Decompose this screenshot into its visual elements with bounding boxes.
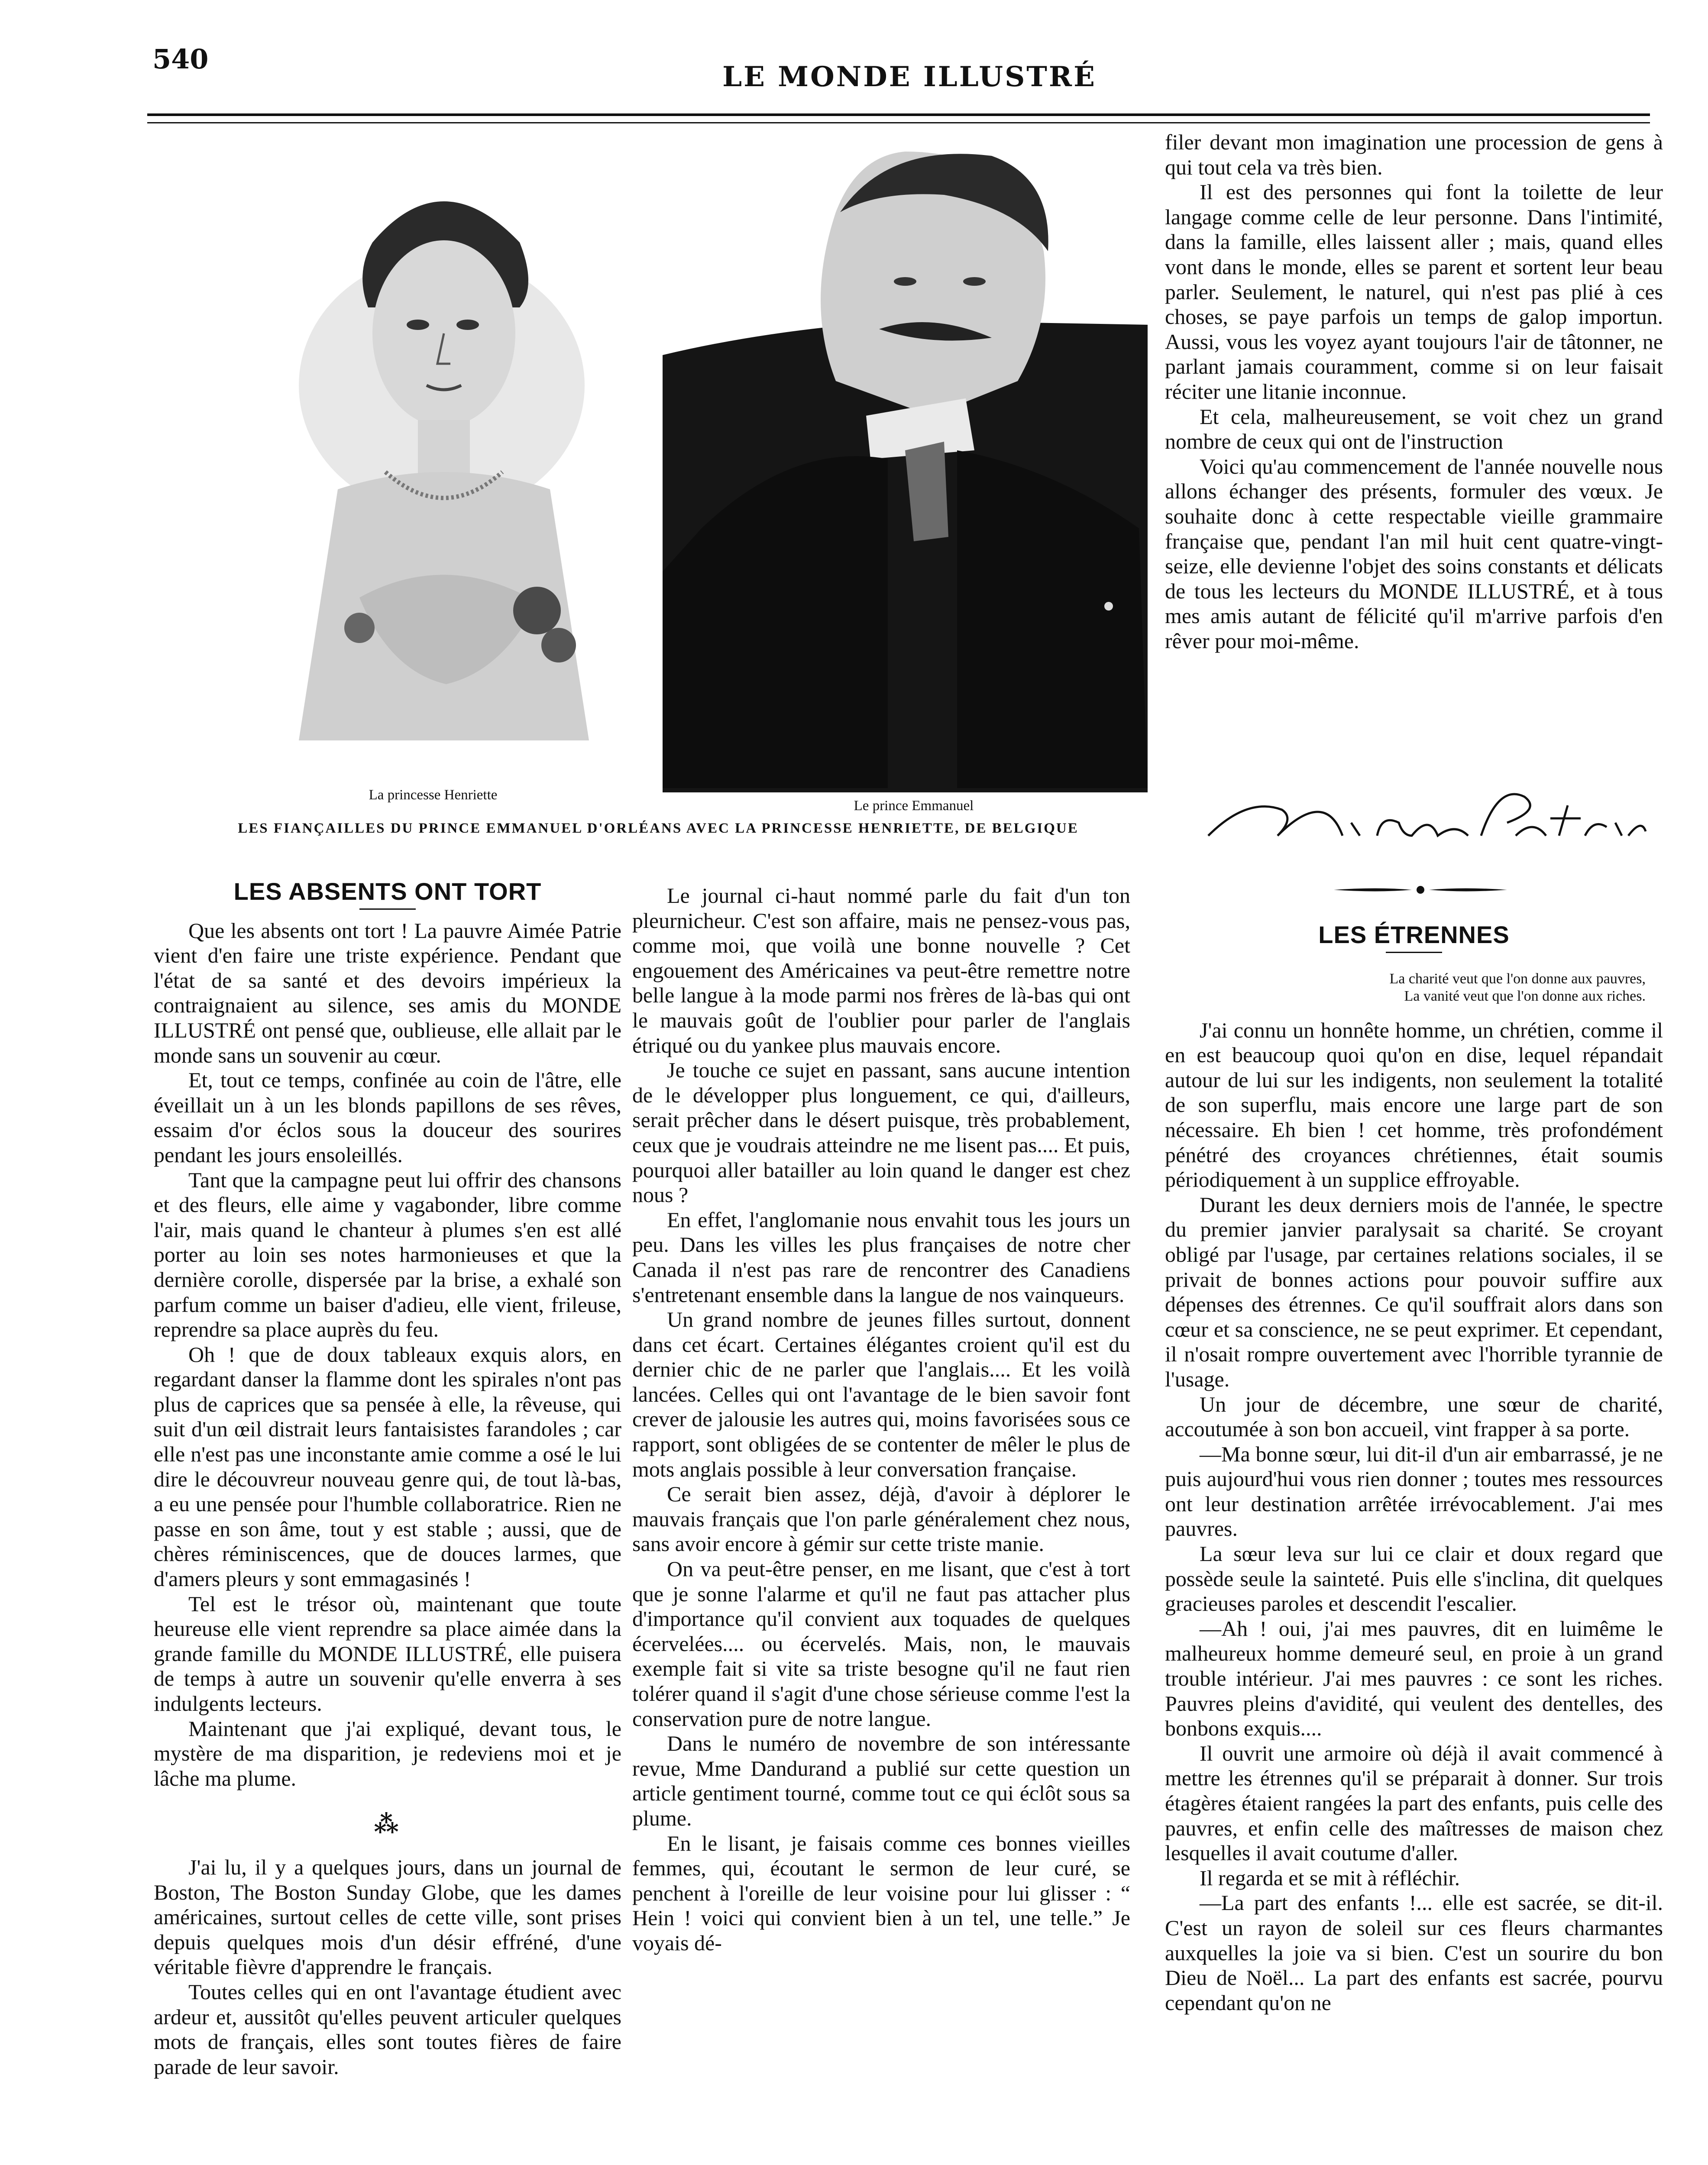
paragraph: En effet, l'anglomanie nous envahit tous les jours un peu. Dans les villes les plus françaises de notre cher Canada il n'est pas rare de rencontrer des Canadiens s'entretenant ensemble dans la langue de nos vainqueurs.: [632, 1207, 1130, 1307]
paragraph: En le lisant, je faisais comme ces bonnes vieilles femmes, qui, écoutant le sermon de leur curé, se penchent à l'oreille de leur voisine pour lui glisser : “ Hein ! voici qui convient bien à un tel, une telle.” Je voyais dé-: [632, 1831, 1130, 1955]
paragraph: Durant les deux derniers mois de l'année, le spectre du premier janvier paralysait sa charité. Se croyant obligé par l'usage, par certaines relations sociales, il se privait de bonnes actions pour pouvoir suffire aux dépenses des étrennes. Ce qu'il souffrait alors dans son cœur et sa conscience, ne se peut exprimer. Et cependant, il n'osait rompre ouvertement avec l'horrible tyrannie de l'usage.: [1165, 1192, 1663, 1391]
portrait-prince-emmanuel: [663, 139, 1148, 792]
paragraph: Que les absents ont tort ! La pauvre Aimée Patrie vient d'en faire une triste expérience. Pendant que l'état de sa santé et des devoirs impérieux la contraignaient au silence, ses amis du MONDE ILLUSTRÉ ont pensé que, oublieuse, elle allait par le monde sans un souvenir au cœur.: [154, 918, 621, 1067]
paragraph: Le journal ci-haut nommé parle du fait d'un ton pleurnicheur. C'est son affaire, mais ne pensez-vous pas, comme moi, que voilà une bonne nouvelle ? Cet engouement des Américaines va peut-être remettre notre belle langue à la mode parmi nos frères de là-bas qui ont le mauvais goût de l'oublier pour parler de l'anglais étriqué ou du yankee plus mauvais encore.: [632, 883, 1130, 1057]
headline-rule: [359, 908, 416, 910]
paragraph: Maintenant que j'ai expliqué, devant tous, le mystère de ma disparition, je redeviens moi et je lâche ma plume.: [154, 1716, 621, 1790]
portrait-princess-henriette: [260, 143, 650, 779]
asterism: ⁂: [374, 1811, 401, 1839]
paragraph: Et, tout ce temps, confinée au coin de l'âtre, elle éveillait un à un les blonds papillons de ses rêves, essaim d'or éclos sous la douceur des sourires pendant les jours ensoleillés.: [154, 1068, 621, 1167]
epigraph: [1165, 970, 1663, 1005]
paragraph: La sœur leva sur lui ce clair et doux regard que possède seule la sainteté. Puis elle s'inclina, dit quelques gracieuses paroles et descendit l'escalier.: [1165, 1541, 1663, 1616]
epigraph-line: La vanité veut que l'on donne aux riches.: [1404, 988, 1646, 1004]
headline-les-absents: LES ABSENTS ONT TORT: [233, 878, 542, 905]
caption-princess: La princesse Henriette: [369, 787, 498, 803]
headline-les-etrennes: LES ÉTRENNES: [1318, 921, 1510, 948]
column-1: [154, 879, 621, 2079]
column-3: [1165, 922, 1663, 2015]
paragraph: Dans le numéro de novembre de son intéressante revue, Mme Dandurand a publié sur cette question un article gentiment tourné, comme tout ce qui éclôt sous sa plume.: [632, 1731, 1130, 1830]
paragraph: Et cela, malheureusement, se voit chez un grand nombre de ceux qui ont de l'instruction: [1165, 404, 1663, 454]
paragraph: Toutes celles qui en ont l'avantage étudient avec ardeur et, aussitôt qu'elles peuvent articuler quelques mots de français, elles sont toutes fières de faire parade de leur savoir.: [154, 1979, 621, 2079]
paragraph: —La part des enfants !... elle est sacrée, se dit-il. C'est un rayon de soleil sur ces fleurs charmantes auxquelles la joie va si bien. C'est un sourire du bon Dieu de Noël... La part des enfants est sacrée, pourvu cependant qu'on ne: [1165, 1890, 1663, 2015]
paragraph: Je touche ce sujet en passant, sans aucune intention de le développer plus longuement, ce qui, d'ailleurs, serait prêcher dans le désert puisque, très probablement, ceux que je voudrais atteindre ne me lisent pas.... Et puis, pourquoi aller batailler au loin quand le danger est chez nous ?: [632, 1058, 1130, 1207]
paragraph: On va peut-être penser, en me lisant, que c'est à tort que je sonne l'alarme et qu'il ne faut pas attacher plus d'importance qu'il convient aux toquades de quelques écervelées.... ou écervelés. Mais, non, le mauvais exemple fait si vite sa triste besogne qu'il ne faut rien tolérer quand il s'agit d'une chose sérieuse comme l'est la conservation pure de notre langue.: [632, 1557, 1130, 1731]
paragraph: —Ah ! oui, j'ai mes pauvres, dit en luimême le malheureux homme demeuré seul, en proie à un grand trouble intérieur. J'ai mes pauvres : ce sont les riches. Pauvres pleins d'avidité, qui veulent des dentelles, des bonbons exquis....: [1165, 1616, 1663, 1741]
paragraph: Tel est le trésor où, maintenant que toute heureuse elle vient reprendre sa place aimée dans la grande famille du MONDE ILLUSTRÉ, elle puisera de temps à autre un souvenir qu'elle enverra à ses indulgents lecteurs.: [154, 1591, 621, 1716]
figure-title: LES FIANÇAILLES DU PRINCE EMMANUEL D'ORLÉANS AVEC LA PRINCESSE HENRIETTE, DE BELGIQUE: [238, 821, 1079, 836]
header-rule: [147, 113, 1650, 116]
paragraph: Ce serait bien assez, déjà, d'avoir à déplorer le mauvais français que l'on parle généralement chez nous, sans avoir encore à gémir sur cette triste manie.: [632, 1482, 1130, 1556]
column-3-top: [1165, 130, 1663, 653]
paragraph: Il est des personnes qui font la toilette de leur langage comme celle de leur personne. Dans l'intimité, dans la famille, elles laissent aller ; mais, quand elles vont dans le monde, elles se parent et sortent leur beau parler. Seulement, le naturel, qui n'est pas plié à ces choses, se paye parfois un temps de galop importun. Aussi, vous les voyez ayant toujours l'air de tâtonner, ne parlant jamais couramment, comme si on leur faisait réciter une litanie inconnue.: [1165, 180, 1663, 404]
caption-prince: Le prince Emmanuel: [854, 798, 974, 814]
paragraph: J'ai lu, il y a quelques jours, dans un journal de Boston, The Boston Sunday Globe, que les dames américaines, surtout celles de cette ville, sont prises depuis quelques mois d'un désir effréné, d'une véritable fièvre d'apprendre le français.: [154, 1855, 621, 1979]
author-signature: [1195, 771, 1650, 857]
paragraph: Voici qu'au commencement de l'année nouvelle nous allons échanger des présents, formuler des vœux. Je souhaite donc à cette respectable vieille grammaire française que, pendant l'an mil huit cent quatre-vingt-seize, elle devienne l'objet des soins constants et délicats de tous les lecteurs du MONDE ILLUSTRÉ, et à tous mes amis autant de félicité qu'il m'arrive parfois d'en rêver pour moi-même.: [1165, 454, 1663, 653]
paragraph: Un jour de décembre, une sœur de charité, accoutumée à son bon accueil, vint frapper à sa porte.: [1165, 1392, 1663, 1441]
paragraph: filer devant mon imagination une procession de gens à qui tout cela va très bien.: [1165, 130, 1663, 179]
epigraph-line: La charité veut que l'on donne aux pauvres,: [1389, 970, 1646, 987]
paragraph: —Ma bonne sœur, lui dit-il d'un air embarrassé, je ne puis aujourd'hui vous rien donner ; toutes mes ressources ont leur destination arrêtée irrévocablement. J'ai mes pauvres.: [1165, 1441, 1663, 1541]
masthead: LE MONDE ILLUSTRÉ: [722, 61, 1097, 93]
ornament-divider: [1334, 883, 1507, 896]
column-2: [632, 883, 1130, 1956]
header-rule-thin: [147, 122, 1650, 123]
headline-rule: [1386, 952, 1442, 953]
paragraph: Il regarda et se mit à réfléchir.: [1200, 1865, 1460, 1890]
paragraph: Oh ! que de doux tableaux exquis alors, en regardant danser la flamme dont les spirales n'ont pas plus de caprices que sa pensée à elle, la rêveuse, qui suit d'un œil distrait leurs fantaisistes farandoles ; car elle n'est pas une inconstante amie comme a osé le lui dire le découvreur nouveau genre qui, de tout là-bas, a eu une pensée pour l'humble collaboratrice. Rien ne passe en son âme, tout y est stable ; aussi, que de chères réminiscences, que de douces larmes, que d'amers pleurs y sont emmagasinés !: [154, 1342, 621, 1591]
paragraph: Un grand nombre de jeunes filles surtout, donnent dans cet écart. Certaines élégantes croient qu'il est du dernier chic de ne parler que l'anglais.... Et les voilà lancées. Celles qui ont l'avantage de le bien savoir font crever de jalousie les autres qui, moins favorisées sous ce rapport, sont obligées de se contenter de mêler le plus de mots anglais possible à leur conversation française.: [632, 1307, 1130, 1481]
paragraph: J'ai connu un honnête homme, un chrétien, comme il en est beaucoup quoi qu'on en dise, lequel répandait autour de lui sur les indigents, non seulement la totalité de son superflu, mais encore une large part de son nécessaire. Eh bien ! cet homme, très profondément pénétré des croyances chrétiennes, était soumis périodiquement à un supplice effroyable.: [1165, 1018, 1663, 1192]
paragraph: Il ouvrit une armoire où déjà il avait commencé à mettre les étrennes qu'il se préparait à donner. Sur trois étagères étaient rangées la part des enfants, puis celle des pauvres, et enfin celle des maîtresses de maison chez lesquelles il avait coutume d'aller.: [1165, 1741, 1663, 1865]
paragraph: Tant que la campagne peut lui offrir des chansons et des fleurs, elle aime y vagabonder, libre comme l'air, mais quand le chanteur à plumes s'en est allé porter au loin ses notes harmonieuses et que la dernière corolle, dispersée par la brise, a exhalé son parfum comme un baiser d'adieu, elle vient, frileuse, reprendre sa place auprès du feu.: [154, 1167, 621, 1342]
page-number: 540: [152, 43, 209, 75]
